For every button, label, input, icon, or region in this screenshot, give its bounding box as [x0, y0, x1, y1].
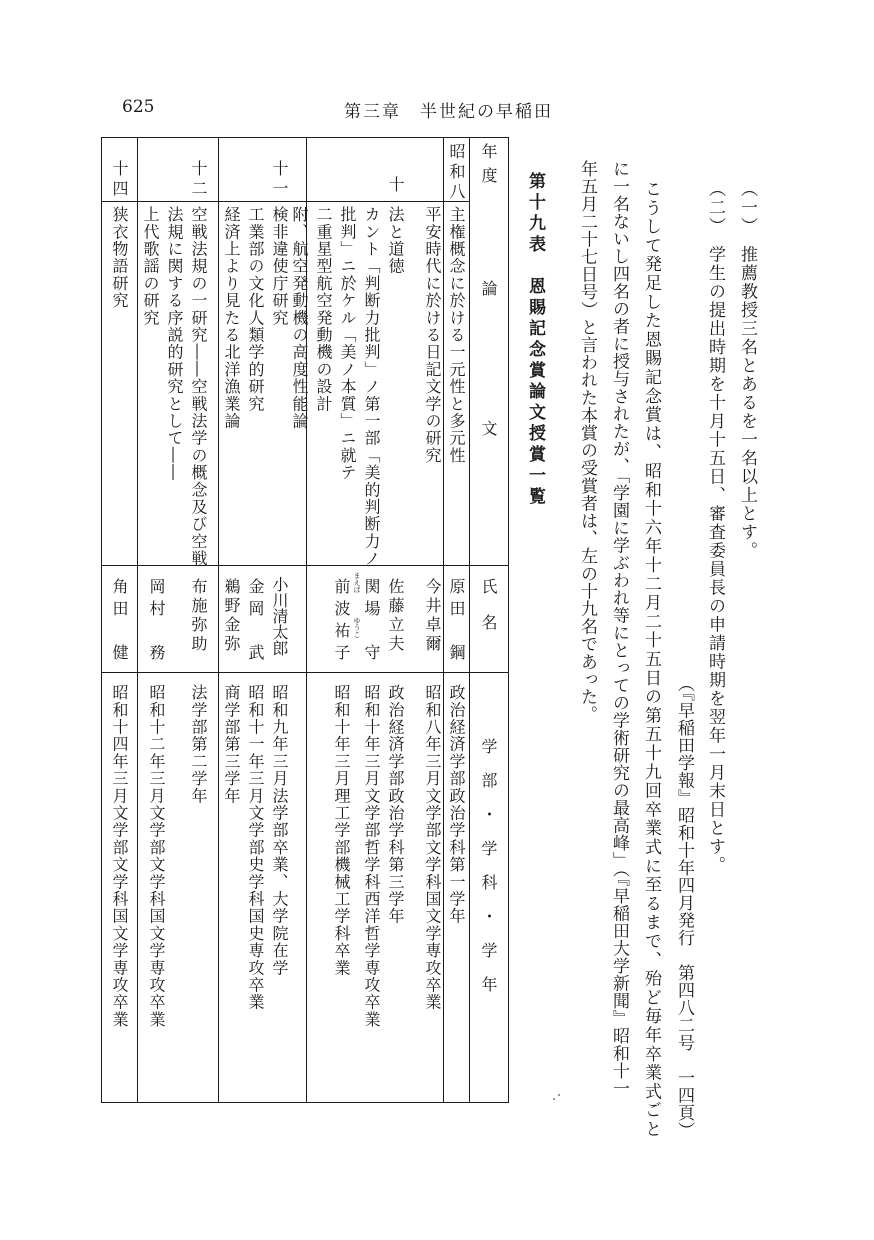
header-year: 年度	[479, 143, 498, 191]
faculty-cell: 法学部第二学年	[189, 684, 208, 805]
row-year-showa-8: 昭和八	[447, 143, 466, 203]
name-ruby: まえば	[353, 572, 361, 593]
scan-speck	[558, 1094, 560, 1096]
paragraph-line-2: に一名ないし四名の者に授与されたが、「学園に学ぶわれ等にとっての学術研究の最高峰」（『早稲田大学新聞』昭和十一	[609, 160, 629, 1097]
note-source: （『早稲田学報』昭和十年四月発行 第四八二号 一四頁）	[674, 675, 694, 1139]
faculty-cell: 昭和十四年三月文学部文学科国文学専攻卒業	[110, 684, 129, 1028]
name-cell: 布施弥助	[189, 578, 208, 654]
faculty-cell: 昭和九年三月法学部卒業、大学院在学	[270, 684, 289, 977]
thesis-cell: 空戦法規の一研究――空戦法学の概念及び空戦	[189, 206, 208, 568]
name-column-rule	[101, 672, 509, 673]
scan-speck	[553, 1098, 555, 1100]
header-thesis: 論 文	[479, 280, 498, 448]
table-caption: 第十九表 恩賜記念賞論文授賞一覧	[525, 172, 545, 508]
thesis-cell: カント「判断力批判」ノ第一部「美的判断力ノ	[362, 206, 381, 568]
faculty-cell: 昭和十二年三月文学部文学科国文学専攻卒業	[147, 684, 166, 1028]
row-rule-4	[137, 137, 138, 1103]
faculty-cell: 商学部第三学年	[222, 684, 241, 805]
row-year-showa-11: 十一	[270, 160, 289, 200]
name-cell: 今井卓爾	[423, 578, 442, 654]
row-rule-3	[218, 137, 219, 1103]
thesis-cell: 二重星型航空発動機の設計	[314, 206, 333, 413]
name-cell: 金岡 武	[246, 578, 265, 666]
name-cell: 岡村 務	[147, 578, 166, 666]
header-faculty: 学部・学科・学年	[479, 738, 498, 1010]
row-year-showa-12: 十二	[189, 160, 208, 200]
page-number: 625	[122, 97, 155, 117]
faculty-cell: 政治経済学部政治学科第三学年	[386, 684, 405, 925]
note-2: （二） 学生の提出時期を十月十五日、審査委員長の申請時期を翌年一月末日とす。	[705, 180, 725, 875]
thesis-cell: 上代歌謡の研究	[141, 206, 160, 327]
thesis-cell: 平安時代に於ける日記文学の研究	[423, 206, 442, 464]
header-column-rule	[469, 137, 470, 1103]
row-rule-1	[443, 137, 444, 1103]
thesis-cell: 附、航空発動機の高度性能論	[290, 206, 309, 430]
name-cell: 鵜野金弥	[222, 578, 241, 654]
thesis-cell: 狭衣物語研究	[110, 206, 129, 310]
faculty-cell: 政治経済学部政治学科第一学年	[447, 684, 466, 925]
name-cell: 佐藤立夫	[386, 578, 405, 654]
name-cell: 関場 守	[362, 578, 381, 666]
faculty-cell: 昭和十年三月理工学部機械工学科卒業	[332, 684, 351, 977]
year-column-rule	[101, 201, 469, 202]
thesis-column-rule	[101, 565, 509, 566]
paragraph-line-1: こうして発足した恩賜記念賞は、昭和十六年十二月二十五日の第五十九回卒業式に至るまで、殆ど毎年卒業式ごと	[641, 180, 661, 1139]
faculty-cell: 昭和八年三月文学部文学科国文学専攻卒業	[423, 684, 442, 1011]
faculty-cell: 昭和十年三月文学部哲学科西洋哲学専攻卒業	[362, 684, 381, 1028]
table-top-rule	[101, 137, 509, 138]
thesis-cell: 検非違使庁研究	[270, 206, 289, 327]
thesis-cell: 批判」ニ於ケル「美ノ本質」ニ就テ	[338, 206, 357, 482]
table-left-rule	[101, 137, 102, 1103]
note-1: （一） 推薦教授三名とあるを一名以上とす。	[737, 180, 757, 560]
table-bottom-rule	[101, 1102, 509, 1103]
name-cell: 小川清太郎	[270, 576, 289, 656]
name-cell: 原田 鋼	[447, 578, 466, 666]
name-cell: 角田 健	[110, 578, 129, 666]
thesis-cell: 法と道徳	[386, 206, 405, 275]
thesis-cell: 経済上より見たる北洋漁業論	[222, 206, 241, 430]
row-year-showa-10: 十	[386, 176, 405, 194]
row-year-showa-14: 十四	[110, 160, 129, 200]
paragraph-line-3: 年五月二十七日号）と言われた本賞の受賞者は、左の十九名であった。	[577, 160, 597, 724]
faculty-cell: 昭和十一年三月文学部史学科国史専攻卒業	[246, 684, 265, 1011]
name-ruby: ゆうこ	[353, 617, 361, 638]
thesis-cell: 法規に関する序説的研究として――	[165, 206, 184, 482]
thesis-cell: 工業部の文化人類学的研究	[246, 206, 265, 413]
running-header: 第三章 半世紀の早稲田	[344, 102, 553, 122]
name-cell: 前波祐子	[332, 578, 351, 666]
table-right-rule	[508, 137, 509, 1103]
thesis-cell: 主権概念に於ける一元性と多元性	[447, 206, 466, 464]
header-name: 氏名	[479, 578, 498, 650]
